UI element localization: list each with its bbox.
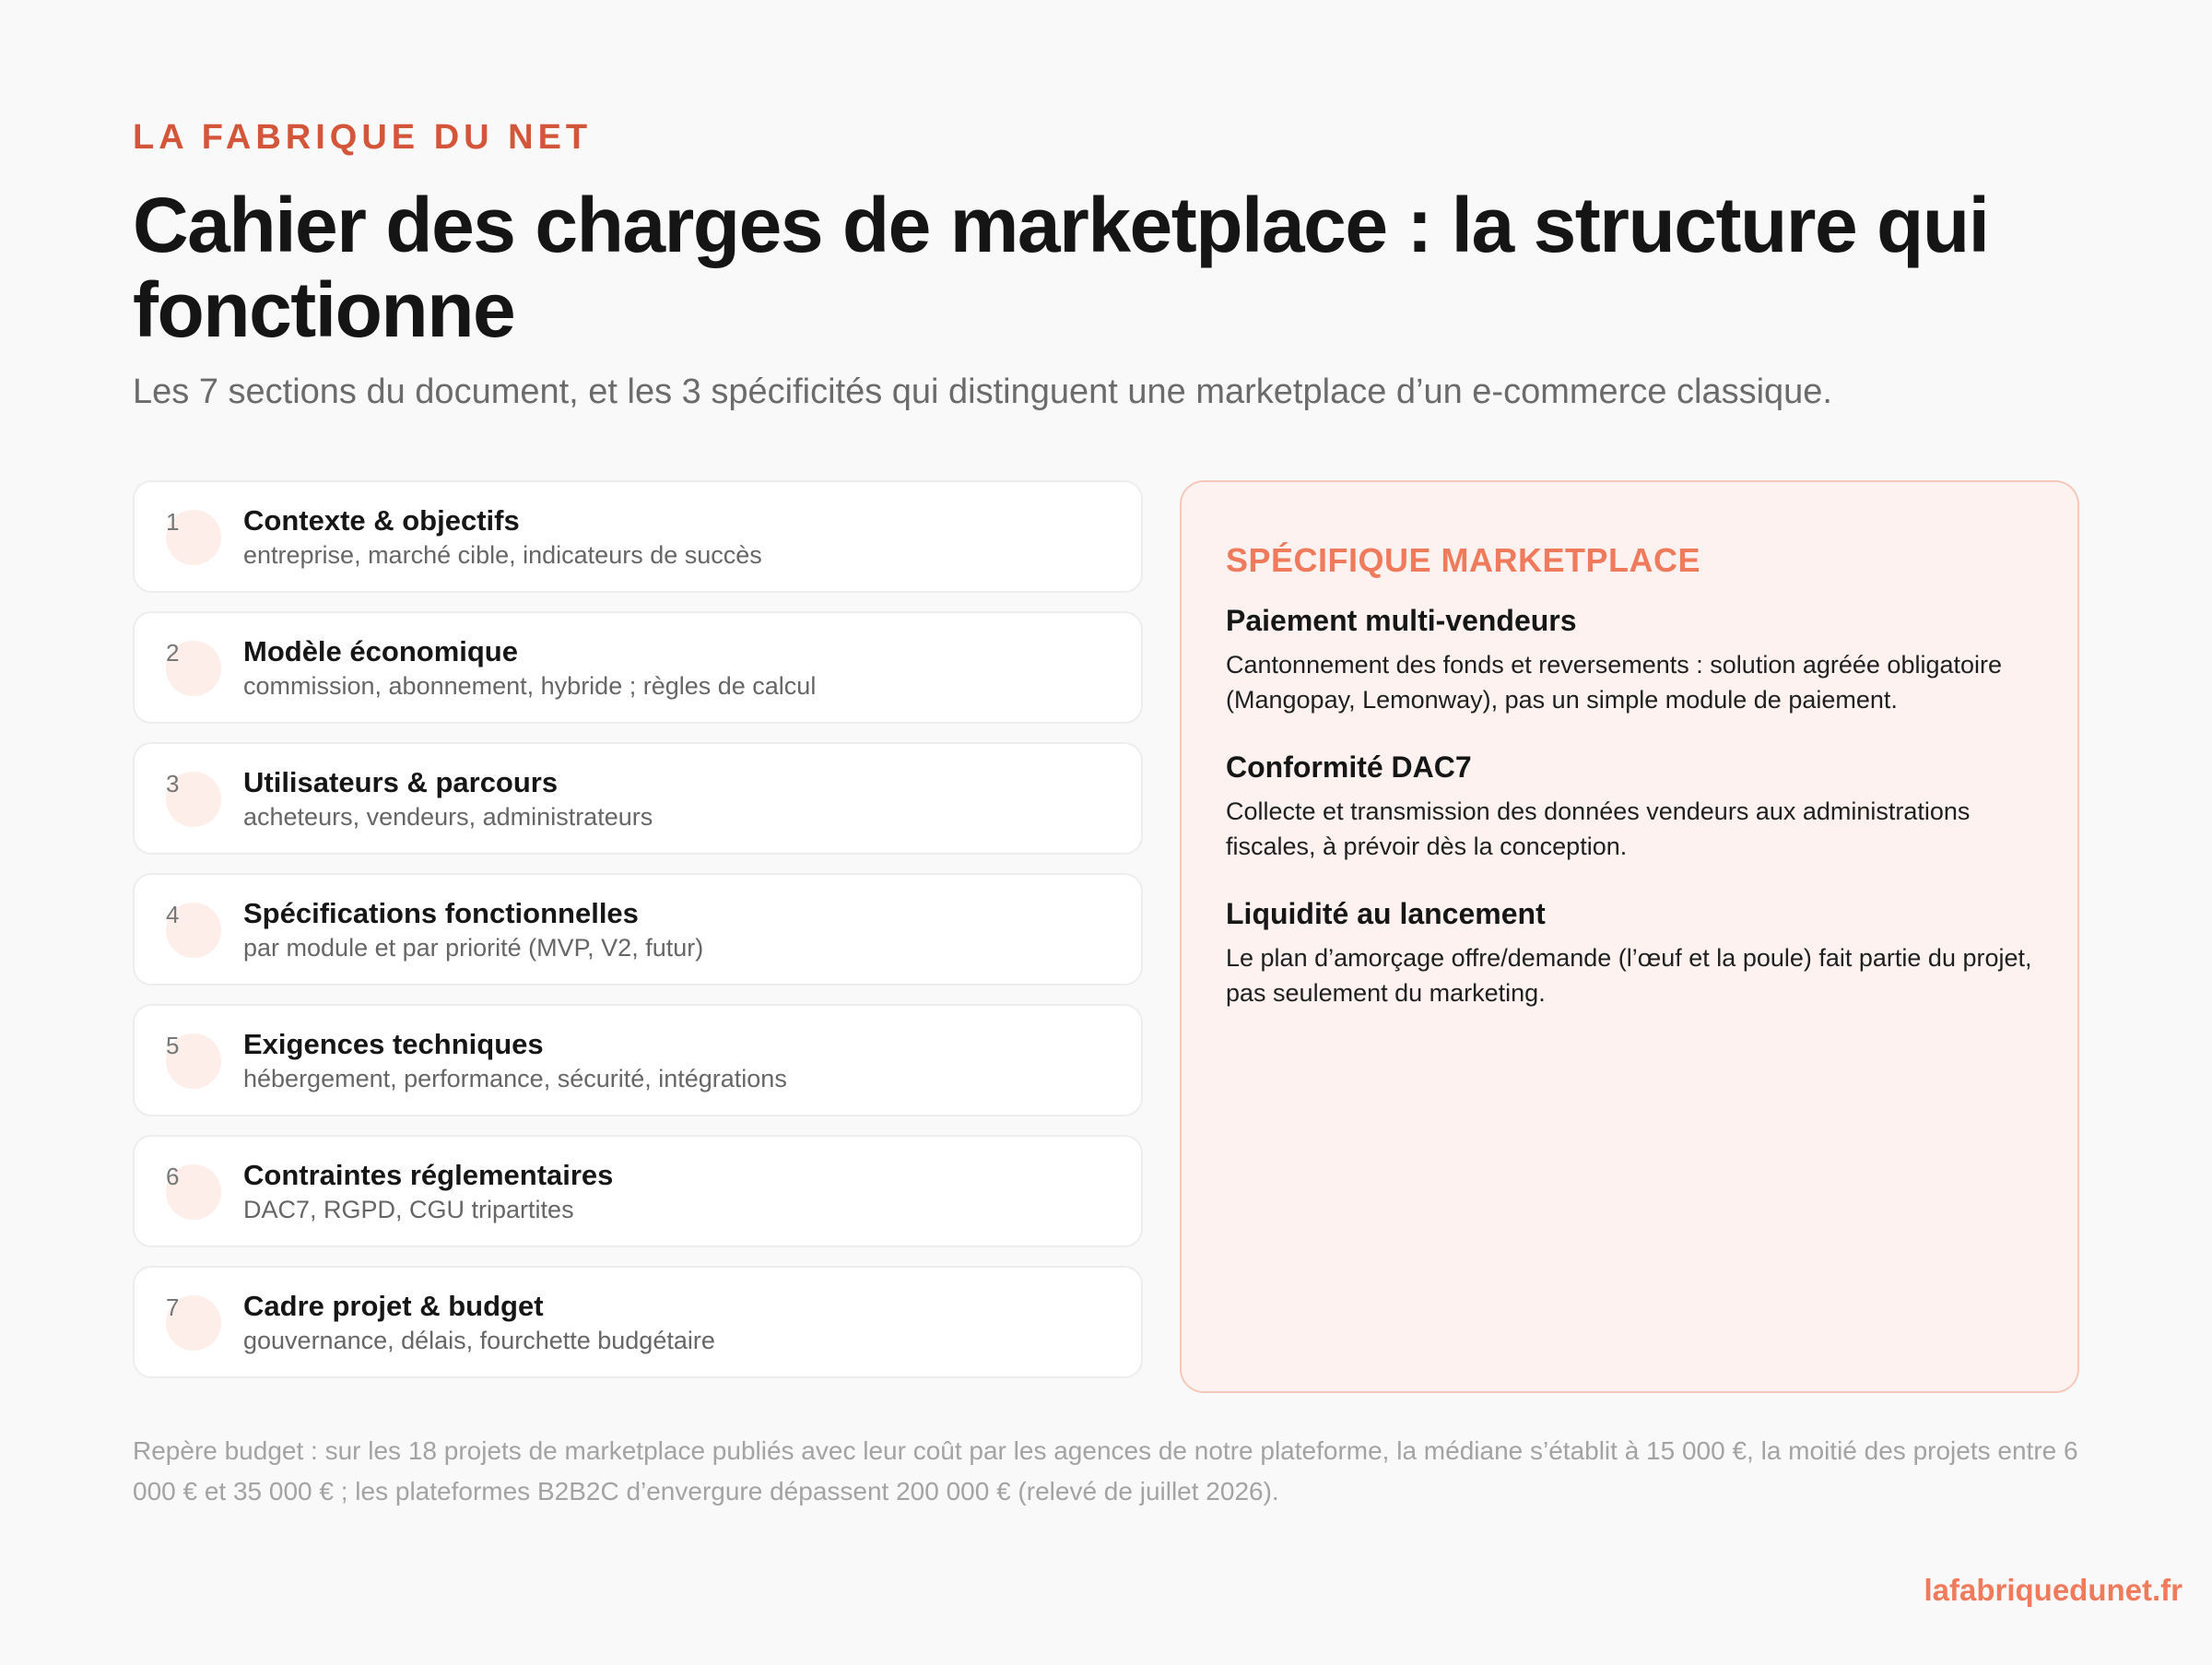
marketplace-specifics-panel bbox=[1180, 480, 2079, 1393]
section-card bbox=[133, 1266, 1143, 1378]
feature-title: Liquidité au lancement bbox=[1226, 897, 1546, 930]
feature-title: Paiement multi-vendeurs bbox=[1226, 604, 1577, 637]
footer-url[interactable]: lafabriquedunet.fr bbox=[1924, 1573, 2183, 1607]
section-number: 6 bbox=[166, 1163, 180, 1190]
section-title: Spécifications fonctionnelles bbox=[243, 897, 639, 929]
page-title: Cahier des charges de marketplace : la structure qui fonctionne bbox=[133, 182, 1989, 353]
section-description: DAC7, RGPD, CGU tripartites bbox=[243, 1196, 574, 1223]
feature-item bbox=[1226, 604, 2033, 717]
section-title: Utilisateurs & parcours bbox=[243, 766, 559, 798]
section-card bbox=[133, 873, 1143, 986]
feature-description: Collecte et transmission des données vendeurs aux administrations fiscales, à prévoir dès la conception. bbox=[1226, 797, 1971, 860]
feature-title: Conformité DAC7 bbox=[1226, 750, 1472, 784]
section-number: 4 bbox=[166, 901, 180, 928]
panel-heading: SPÉCIFIQUE MARKETPLACE bbox=[1226, 541, 1701, 579]
section-card bbox=[133, 1135, 1143, 1247]
section-card bbox=[133, 1004, 1143, 1116]
section-description: entreprise, marché cible, indicateurs de succès bbox=[243, 541, 762, 569]
section-card bbox=[133, 611, 1143, 724]
section-title: Cadre projet & budget bbox=[243, 1290, 544, 1322]
feature-description: Cantonnement des fonds et reversements : solution agréée obligatoire (Mangopay, Lemonway), pas un simple module de paiement. bbox=[1226, 651, 2003, 714]
section-number: 3 bbox=[166, 770, 180, 797]
section-card bbox=[133, 742, 1143, 855]
section-title: Contexte & objectifs bbox=[243, 504, 520, 537]
feature-item bbox=[1226, 750, 2033, 864]
budget-note: Repère budget : sur les 18 projets de marketplace publiés avec leur coût par les agences de notre plateforme, la médiane s’établit à 15 000 €, la moitié des projets entre 6 000 € et 35 000 € ; les plateformes B2B2C d’envergure dépassent 200 000 € (relevé de juillet 2026). bbox=[133, 1436, 2078, 1506]
section-card bbox=[133, 480, 1143, 593]
sections-list bbox=[133, 480, 1143, 1397]
section-description: commission, abonnement, hybride ; règles de calcul bbox=[243, 672, 817, 700]
page-subtitle: Les 7 sections du document, et les 3 spécificités qui distinguent une marketplace d’un e-commerce classique. bbox=[133, 372, 1832, 411]
section-title: Exigences techniques bbox=[243, 1028, 544, 1060]
section-title: Modèle économique bbox=[243, 635, 518, 667]
brand-label: LA FABRIQUE DU NET bbox=[133, 118, 593, 157]
section-number: 2 bbox=[166, 639, 180, 667]
section-description: hébergement, performance, sécurité, intégrations bbox=[243, 1065, 787, 1092]
section-number: 7 bbox=[166, 1293, 180, 1321]
section-number: 1 bbox=[166, 508, 180, 536]
section-description: par module et par priorité (MVP, V2, futur) bbox=[243, 934, 704, 962]
feature-item bbox=[1226, 897, 2033, 1010]
feature-description: Le plan d’amorçage offre/demande (l’œuf et la poule) fait partie du projet, pas seulement du marketing. bbox=[1226, 944, 2032, 1007]
section-title: Contraintes réglementaires bbox=[243, 1159, 614, 1191]
section-description: gouvernance, délais, fourchette budgétaire bbox=[243, 1327, 715, 1354]
section-number: 5 bbox=[166, 1032, 180, 1059]
section-description: acheteurs, vendeurs, administrateurs bbox=[243, 803, 653, 831]
page bbox=[133, 0, 2183, 1665]
